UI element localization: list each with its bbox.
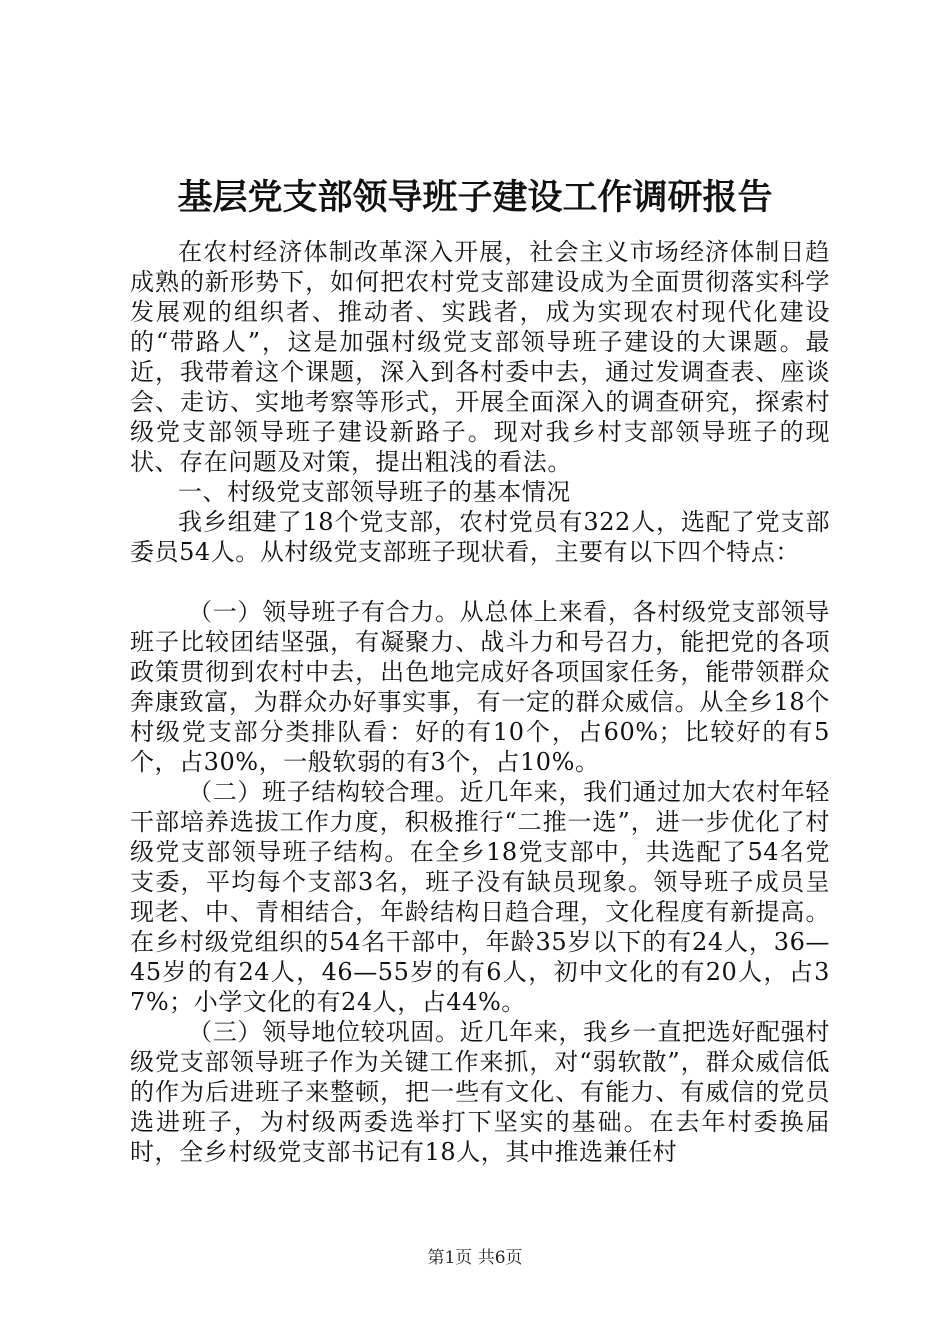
- overview-paragraph: 我乡组建了18个党支部，农村党员有322人，选配了党支部委员54人。从村级党支部班子现状看，主要有以下四个特点：: [130, 508, 830, 566]
- document-body: [130, 237, 830, 1167]
- point-three-paragraph: （三）领导地位较巩固。近几年来，我乡一直把选好配强村级党支部领导班子作为关键工作来抓，对“弱软散”，群众威信低的作为后进班子来整顿，把一些有文化、有能力、有威信的党员选进班子，为村级两委选举打下坚实的基础。在去年村委换届时，全乡村级党支部书记有18人，其中推选兼任村: [130, 1018, 830, 1166]
- page-footer: 第1页 共6页: [427, 1248, 523, 1268]
- document-title: 基层党支部领导班子建设工作调研报告: [177, 177, 773, 218]
- intro-paragraph: 在农村经济体制改革深入开展，社会主义市场经济体制日趋成熟的新形势下，如何把农村党支部建设成为全面贯彻落实科学发展观的组织者、推动者、实践者，成为实现农村现代化建设的“带路人”，这是加强村级党支部领导班子建设的大课题。最近，我带着这个课题，深入到各村委中去，通过发调查表、座谈会、走访、实地考察等形式，开展全面深入的调查研究，探索村级党支部领导班子建设新路子。现对我乡村支部领导班子的现状、存在问题及对策，提出粗浅的看法。: [130, 238, 830, 476]
- section-heading: 一、村级党支部领导班子的基本情况: [178, 478, 571, 506]
- paragraph-gap: [130, 567, 830, 597]
- point-one-paragraph: （一）领导班子有合力。从总体上来看，各村级党支部领导班子比较团结坚强，有凝聚力、战斗力和号召力，能把党的各项政策贯彻到农村中去，出色地完成好各项国家任务，能带领群众奔康致富，为群众办好事实事，有一定的群众威信。从全乡18个村级党支部分类排队看：好的有10个，占60%；比较好的有5个，占30%，一般软弱的有3个，占10%。: [130, 598, 830, 776]
- point-two-paragraph: （二）班子结构较合理。近几年来，我们通过加大农村年轻干部培养选拔工作力度，积极推行“二推一选”，进一步优化了村级党支部领导班子结构。在全乡18党支部中，共选配了54名党支委，平均每个支部3名，班子没有缺员现象。领导班子成员呈现老、中、青相结合，年龄结构日趋合理，文化程度有新提高。在乡村级党组织的54名干部中，年龄35岁以下的有24人，36—45岁的有24人，46—55岁的有6人，初中文化的有20人，占37%；小学文化的有24人，占44%。: [130, 778, 830, 1016]
